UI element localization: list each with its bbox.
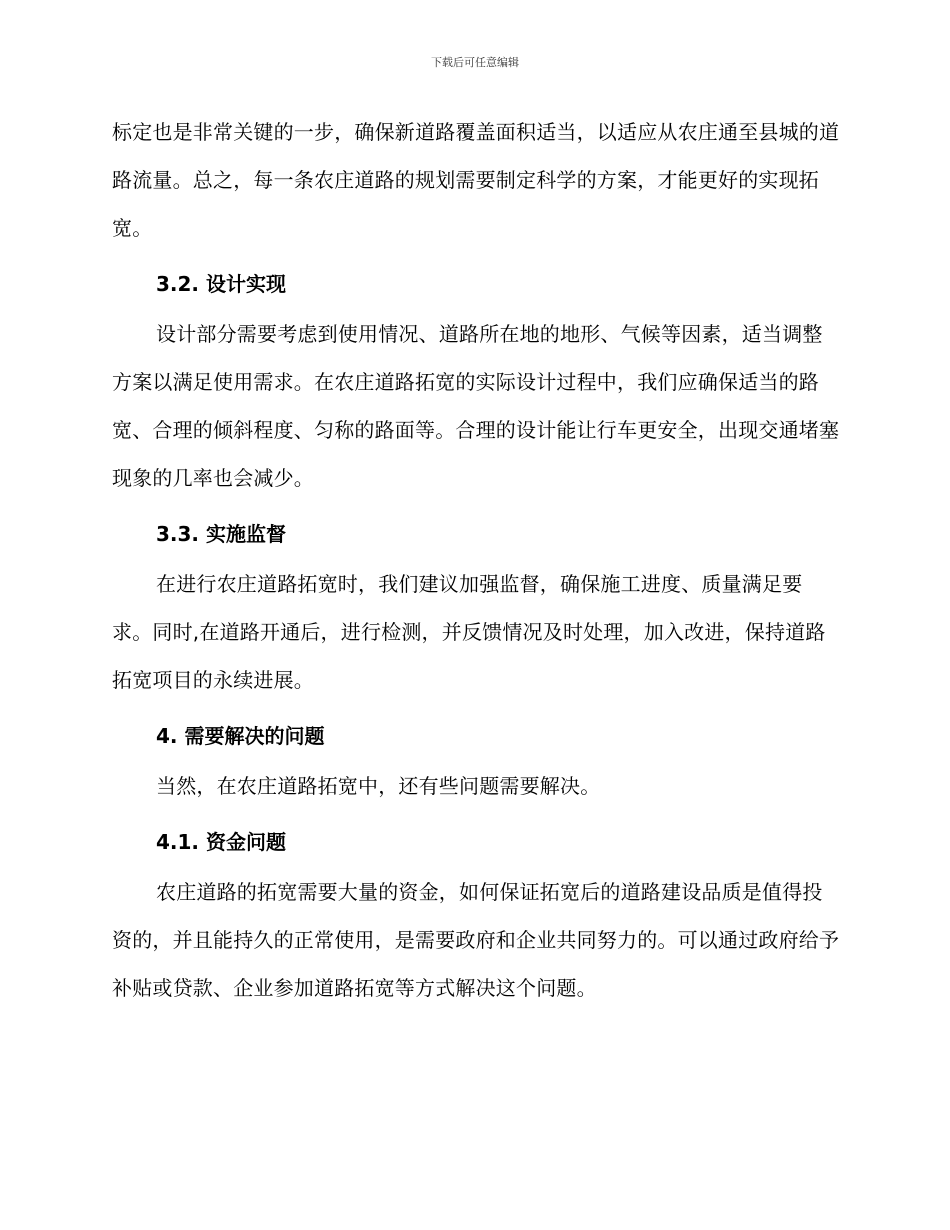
header-note: 下载后可任意编辑: [431, 56, 519, 69]
document-body: [112, 108, 840, 1012]
paragraph-intro: 标定也是非常关键的一步，确保新道路覆盖面积适当，以适应从农庄通至县城的道路流量。总之，每一条农庄道路的规划需要制定科学的方案，才能更好的实现拓宽。: [112, 120, 840, 240]
heading-3-2: 3.2. 设计实现: [156, 272, 286, 296]
heading-4: 4. 需要解决的问题: [156, 724, 325, 748]
heading-3-3: 3.3. 实施监督: [156, 522, 286, 546]
paragraph-4-1: 农庄道路的拓宽需要大量的资金，如何保证拓宽后的道路建设品质是值得投资的，并且能持久的正常使用，是需要政府和企业共同努力的。可以通过政府给予补贴或贷款、企业参加道路拓宽等方式解决这个问题。: [112, 880, 840, 1000]
paragraph-4: 当然，在农庄道路拓宽中，还有些问题需要解决。: [156, 774, 601, 798]
paragraph-3-2: 设计部分需要考虑到使用情况、道路所在地的地形、气候等因素，适当调整方案以满足使用需求。在农庄道路拓宽的实际设计过程中，我们应确保适当的路宽、合理的倾斜程度、匀称的路面等。合理的设计能让行车更安全，出现交通堵塞现象的几率也会减少。: [112, 322, 840, 490]
heading-4-1: 4.1. 资金问题: [156, 830, 286, 854]
paragraph-3-3: 在进行农庄道路拓宽时，我们建议加强监督，确保施工进度、质量满足要求。同时,在道路开通后，进行检测，并反馈情况及时处理，加入改进，保持道路拓宽项目的永续进展。: [112, 572, 826, 692]
